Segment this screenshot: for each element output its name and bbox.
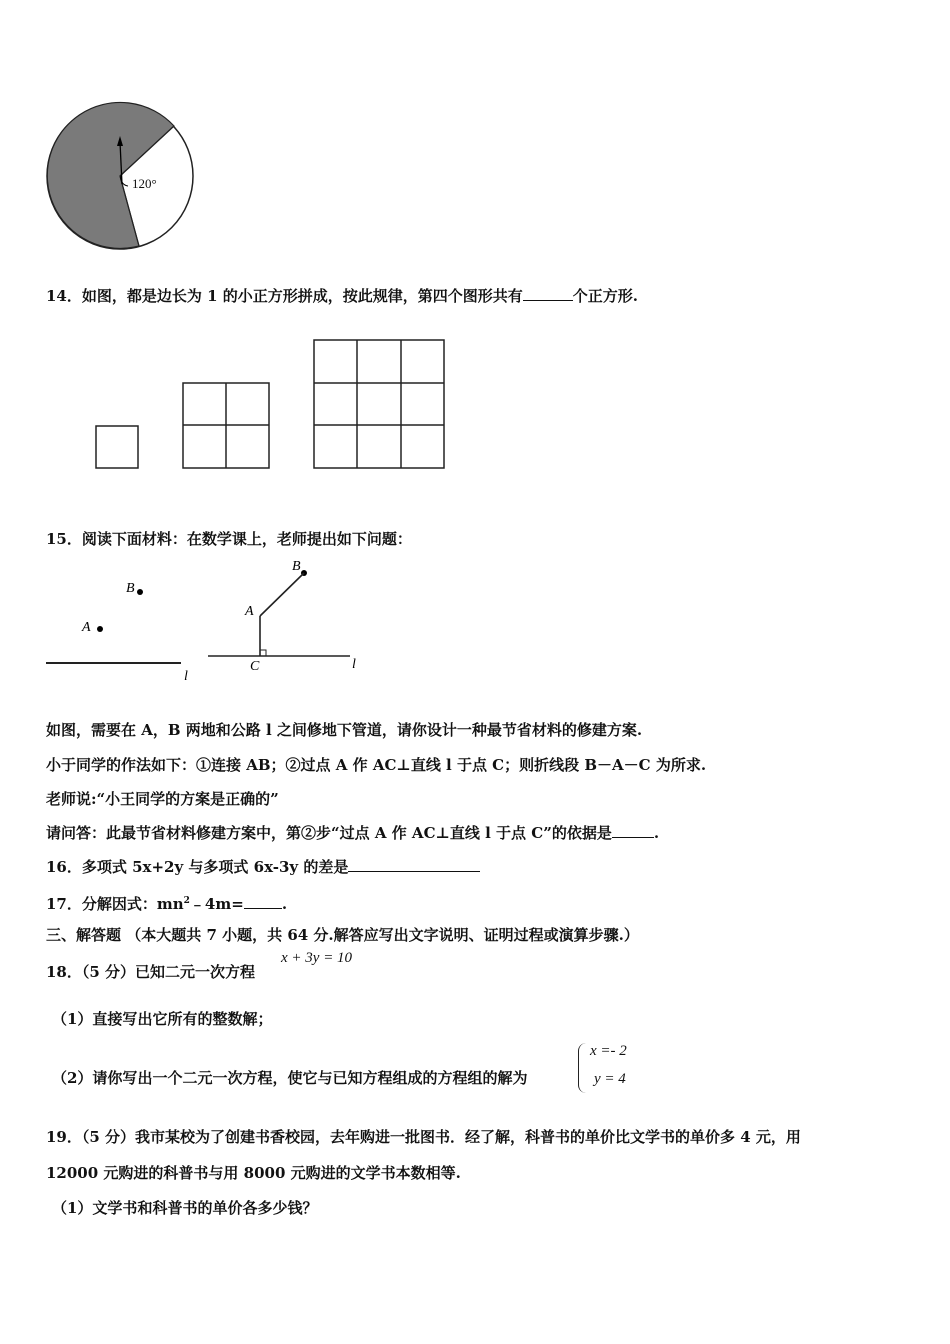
q15-intro: 15．阅读下面材料：在数学课上，老师提出如下问题：	[46, 530, 412, 548]
left-point-B	[137, 589, 143, 595]
right-label-B: B	[292, 559, 301, 574]
q16-text: 16．多项式 5x+2y 与多项式 6x-3y 的差是	[46, 857, 480, 877]
angle-label: 120°	[132, 176, 157, 191]
q18-equation: x + 3y = 10	[281, 950, 353, 966]
q19-line2: 12000 元购进的科普书与用 8000 元购进的文学书本数相等.	[46, 1164, 461, 1182]
q18-text: 18．（5 分）已知二元一次方程	[46, 963, 256, 981]
right-label-A: A	[245, 604, 254, 619]
left-label-A: A	[82, 620, 91, 635]
solution-y: y = 4	[594, 1071, 626, 1087]
q15-line3: 老师说:“小王同学的方案是正确的”	[46, 790, 279, 808]
q18-part1: （1）直接写出它所有的整数解；	[52, 1010, 273, 1028]
left-label-B: B	[126, 581, 135, 596]
square-pattern-figure	[90, 336, 450, 472]
q15-line2: 小于同学的作法如下：①连接 AB；②过点 A 作 AC⊥直线 l 于点 C；则折线段 B－A－C 为所求.	[46, 756, 707, 774]
left-point-A	[97, 626, 103, 632]
q14-text: 14．如图，都是边长为 1 的小正方形拼成，按此规律，第四个图形共有 个正方形.	[46, 287, 638, 305]
solution-x: x =- 2	[590, 1043, 627, 1059]
section3-title: 三、解答题 （本大题共 7 小题，共 64 分.解答应写出文字说明、证明过程或演算步骤.）	[46, 926, 639, 944]
right-label-l: l	[352, 657, 356, 672]
q15-line4: 请问答：此最节省材料修建方案中，第②步“过点 A 作 AC⊥直线 l 于点 C”的依据是 .	[46, 824, 660, 842]
right-label-C: C	[250, 659, 260, 674]
q18-part2: （2）请你写出一个二元一次方程，使它与已知方程组成的方程组的解为	[52, 1069, 528, 1087]
pattern-2	[183, 383, 269, 468]
pie-figure	[40, 98, 200, 256]
q19-line1: 19．（5 分）我市某校为了创建书香校园，去年购进一批图书．经了解，科普书的单价比文学书的单价多 4 元，用	[46, 1128, 801, 1146]
left-label-l: l	[184, 669, 188, 684]
pattern-1	[96, 426, 138, 468]
pattern-3	[314, 340, 444, 468]
q15-line1: 如图，需要在 A，B 两地和公路 l 之间修地下管道，请你设计一种最节省材料的修建方案.	[46, 721, 643, 739]
right-angle-mark	[260, 650, 266, 656]
pipeline-figure	[40, 552, 370, 692]
q17-text: 17．分解因式：$mn^2﹣4m=$ .	[46, 895, 288, 913]
segment-AB	[260, 573, 304, 616]
solution-brace	[578, 1043, 587, 1093]
q19-part1: （1）文学书和科普书的单价各多少钱？	[52, 1199, 318, 1217]
